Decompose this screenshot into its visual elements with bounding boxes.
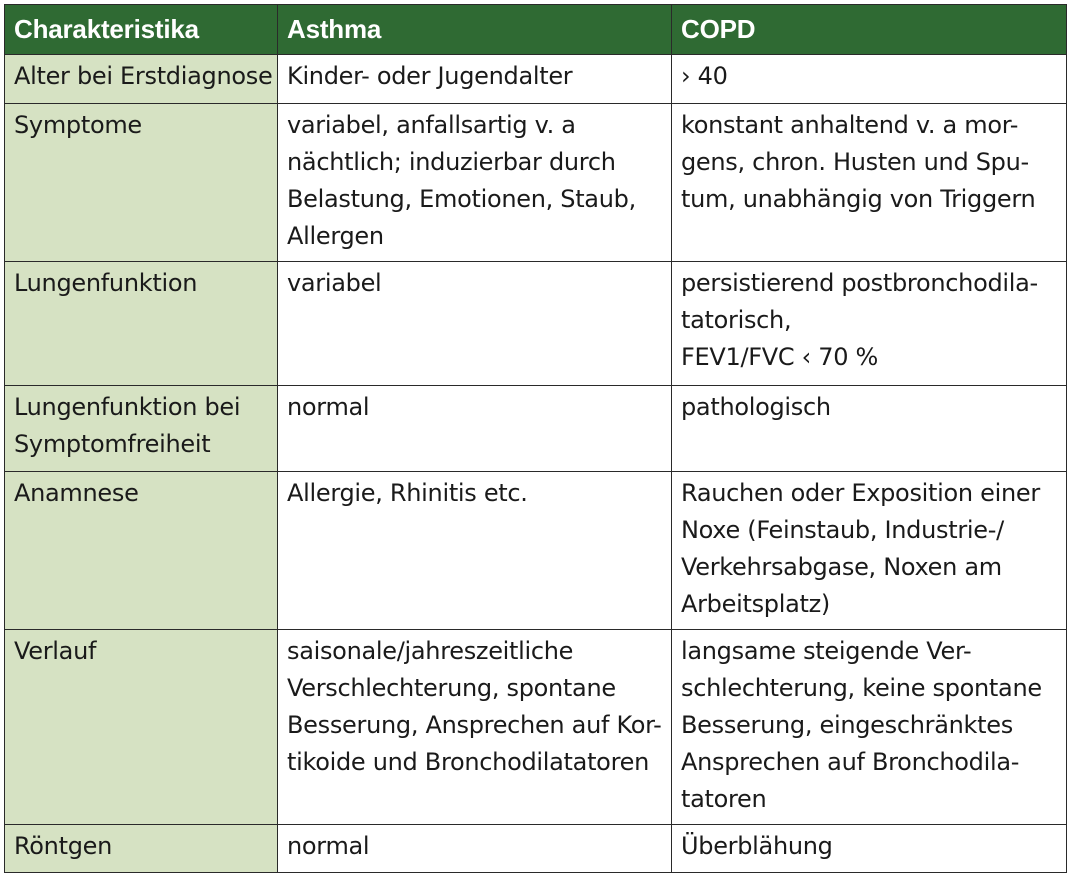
cell-text: gens, chron. Husten und Spu- <box>681 148 1029 176</box>
asthma-cell <box>278 630 672 825</box>
asthma-cell <box>278 104 672 262</box>
header-asthma: Asthma <box>278 5 672 55</box>
table-row-lung-function <box>5 262 1067 386</box>
cell-text: pathologisch <box>681 393 831 421</box>
header-copd: COPD <box>672 5 1067 55</box>
row-label-cell <box>5 825 278 873</box>
cell-text: tatorisch, <box>681 306 792 334</box>
row-label-text: Symptomfreiheit <box>14 430 211 458</box>
cell-text: › 40 <box>681 62 728 90</box>
cell-text: Kinder- oder Jugendalter <box>287 62 573 90</box>
row-label-text: Symptome <box>14 111 142 139</box>
row-label-text: Verlauf <box>14 637 97 665</box>
cell-text: Arbeitsplatz) <box>681 590 830 618</box>
cell-text: Allergen <box>287 222 384 250</box>
row-label-text: Anamnese <box>14 479 139 507</box>
asthma-cell <box>278 55 672 104</box>
row-label-cell <box>5 104 278 262</box>
cell-text: Überblähung <box>681 832 833 860</box>
copd-cell <box>672 386 1067 472</box>
cell-text: Belastung, Emotionen, Staub, <box>287 185 636 213</box>
cell-text: Besserung, Ansprechen auf Kor- <box>287 711 662 739</box>
cell-text: tum, unabhängig von Triggern <box>681 185 1036 213</box>
table-row-anamnesis <box>5 472 1067 630</box>
copd-cell <box>672 262 1067 386</box>
table-row-course <box>5 630 1067 825</box>
copd-cell <box>672 472 1067 630</box>
cell-text: Besserung, eingeschränktes <box>681 711 1013 739</box>
copd-cell <box>672 630 1067 825</box>
cell-text: tatoren <box>681 785 767 813</box>
cell-text: schlechterung, keine spontane <box>681 674 1042 702</box>
row-label-text: Lungenfunktion bei <box>14 393 241 421</box>
copd-cell <box>672 55 1067 104</box>
row-label-text: Röntgen <box>14 832 113 860</box>
asthma-cell <box>278 472 672 630</box>
cell-text: normal <box>287 832 370 860</box>
cell-text: Noxe (Feinstaub, Industrie-/ <box>681 516 1004 544</box>
copd-cell <box>672 825 1067 873</box>
cell-text: persistierend postbronchodila- <box>681 269 1038 297</box>
asthma-copd-comparison-table <box>4 4 1067 873</box>
cell-text: variabel, anfallsartig v. a <box>287 111 576 139</box>
asthma-cell <box>278 262 672 386</box>
cell-text: langsame steigende Ver- <box>681 637 972 665</box>
cell-text: normal <box>287 393 370 421</box>
table-row-lung-function-symptom-free <box>5 386 1067 472</box>
row-label-text: Lungenfunktion <box>14 269 198 297</box>
asthma-cell <box>278 825 672 873</box>
row-label-cell <box>5 262 278 386</box>
cell-text: nächtlich; induzierbar durch <box>287 148 616 176</box>
cell-text: FEV1/FVC ‹ 70 % <box>681 343 879 371</box>
table-row-age <box>5 55 1067 104</box>
cell-text: Verschlechterung, spontane <box>287 674 616 702</box>
row-label-cell <box>5 386 278 472</box>
row-label-cell <box>5 630 278 825</box>
cell-text: tikoide und Bronchodilatatoren <box>287 748 649 776</box>
header-characteristics: Charakteristika <box>5 5 278 55</box>
cell-text: Ansprechen auf Bronchodila- <box>681 748 1020 776</box>
asthma-cell <box>278 386 672 472</box>
row-label-cell <box>5 472 278 630</box>
table-header-row <box>5 5 1067 55</box>
cell-text: Allergie, Rhinitis etc. <box>287 479 528 507</box>
cell-text: Rauchen oder Exposition einer <box>681 479 1040 507</box>
table-row-xray <box>5 825 1067 873</box>
table-row-symptoms <box>5 104 1067 262</box>
cell-text: konstant anhaltend v. a mor- <box>681 111 1019 139</box>
copd-cell <box>672 104 1067 262</box>
row-label-text: Alter bei Erstdiagnose <box>14 62 273 90</box>
cell-text: Verkehrsabgase, Noxen am <box>681 553 1002 581</box>
cell-text: variabel <box>287 269 382 297</box>
cell-text: saisonale/jahreszeitliche <box>287 637 574 665</box>
row-label-cell <box>5 55 278 104</box>
comparison-table-container <box>4 4 1066 873</box>
